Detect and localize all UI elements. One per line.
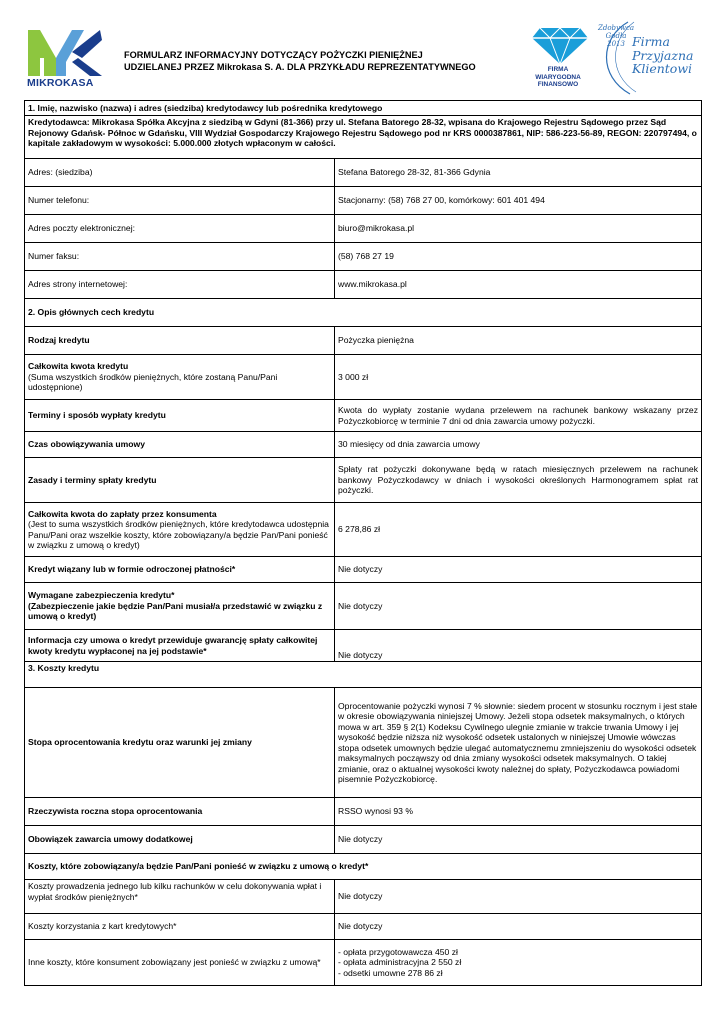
- document-header: [0, 0, 724, 100]
- email-value: biuro@mikrokasa.pl: [335, 215, 702, 243]
- rate-row: [25, 688, 702, 798]
- loan-type-label: Rodzaj kredytu: [25, 327, 335, 355]
- rrso-row: [25, 798, 702, 826]
- deferred-row: [25, 557, 702, 583]
- total-amount-cell: [25, 355, 335, 400]
- section-1-heading: 1. Imię, nazwisko (nazwa) i adres (siedziba) kredytodawcy lub pośrednika kredytowego: [25, 101, 702, 116]
- award-small-text: [598, 24, 634, 48]
- accounts-cost-row: [25, 880, 702, 914]
- badge-text: [528, 66, 588, 89]
- phone-label: Numer telefonu:: [25, 187, 335, 215]
- collateral-label: Wymagane zabezpieczenia kredytu*: [28, 590, 175, 601]
- other-costs-row: [25, 940, 702, 986]
- collateral-note: (Zabezpieczenie jakie będzie Pan/Pani musiał/a przedstawić w związku z umową o kredyt): [28, 600, 323, 622]
- rrso-label: Rzeczywista roczna stopa oprocentowania: [25, 798, 335, 826]
- loan-type-value: Pożyczka pieniężna: [335, 327, 702, 355]
- fax-value: (58) 768 27 19: [335, 243, 702, 271]
- collateral-row: [25, 583, 702, 630]
- address-label: Adres: (siedziba): [25, 159, 335, 187]
- section-2-heading-row: [25, 299, 702, 327]
- total-amount-row: [25, 355, 702, 400]
- total-to-pay-note: (Jest to suma wszystkich środków pieniężnych, które kredytodawca udostępnia Panu/Pani oraz wszelkie koszty, które zobowiązany/a będzie Pan/Pani ponieść w związku z umową o kredyt): [28, 519, 329, 550]
- total-amount-label: Całkowita kwota kredytu: [28, 361, 129, 372]
- award-big-line-2: Przyjazna: [632, 47, 694, 63]
- accounts-cost-value: Nie dotyczy: [335, 880, 702, 914]
- deferred-value: Nie dotyczy: [335, 557, 702, 583]
- insurance-value: Nie dotyczy: [335, 826, 702, 854]
- insurance-label: Obowiązek zawarcia umowy dodatkowej: [25, 826, 335, 854]
- deferred-label: Kredyt wiązany lub w formie odroczonej płatności*: [25, 557, 335, 583]
- fax-row: [25, 243, 702, 271]
- email-label: Adres poczty elektronicznej:: [25, 215, 335, 243]
- other-cost-line-3: - odsetki umowne 278 86 zł: [338, 967, 443, 978]
- loan-type-row: [25, 327, 702, 355]
- payout-value: Kwota do wypłaty zostanie wydana przelewem na rachunek bankowy wskazany przez Pożyczkobiorcę w terminie 7 dni od dnia zawarcia umowy pożyczki.: [335, 400, 702, 432]
- rate-value: Oprocentowanie pożyczki wynosi 7 % słownie: siedem procent w stosunku rocznym i jest stałe w okresie obowiązywania niniejszej Umowy. Jeżeli stopa odsetek maksymalnych, o których mowa w art. 359 § 2(1) Kodeksu Cywilnego ulegnie zmianie w trakcie trwania Umowy i jej wysokość będzie niższa niż wysokość odsetek ustalonych w niniejszej Umowie wówczas stopa odsetek umownych będzie ulegać automatycznemu zmniejszeniu do wysokości odsetek maksymalnych począwszy od dnia zmiany wysokości odsetek maksymalnych. O takiej zmianie, oraz o aktualnej wysokości kwoty należnej do spłaty, Pożyczkodawca powiadomi pisemnie Pożyczkobiorcę.: [335, 688, 702, 798]
- award-big-line-1: Firma: [632, 34, 670, 49]
- award-small-line-2: Godła: [605, 32, 627, 40]
- badge-line-2: WIARYGODNA: [535, 73, 581, 81]
- guarantee-row: [25, 630, 702, 662]
- costs-heading: Koszty, które zobowiązany/a będzie Pan/Pani ponieść w związku z umową o kredyt*: [25, 854, 702, 880]
- email-row: [25, 215, 702, 243]
- total-to-pay-row: [25, 503, 702, 557]
- payout-row: [25, 400, 702, 432]
- cards-cost-label: Koszty korzystania z kart kredytowych*: [25, 914, 335, 940]
- other-cost-line-2: - opłata administracyjna 2 550 zł: [338, 957, 462, 968]
- total-amount-note: (Suma wszystkich środków pieniężnych, które zostaną Panu/Pani udostępnione): [28, 371, 278, 393]
- fax-label: Numer faksu:: [25, 243, 335, 271]
- phone-row: [25, 187, 702, 215]
- cards-cost-value: Nie dotyczy: [335, 914, 702, 940]
- costs-heading-row: [25, 854, 702, 880]
- section-1-heading-row: [25, 101, 702, 116]
- award-small-line-1: Zdobywca: [598, 24, 635, 32]
- address-row: [25, 159, 702, 187]
- award-big-text: [632, 35, 693, 76]
- title-line-1: FORMULARZ INFORMACYJNY DOTYCZĄCY POŻYCZKI PIENIĘŻNEJ: [124, 50, 423, 60]
- section-2-heading: 2. Opis głównych cech kredytu: [25, 299, 702, 327]
- duration-value: 30 miesięcy od dnia zawarcia umowy: [335, 432, 702, 458]
- cards-cost-row: [25, 914, 702, 940]
- badge-line-1: FIRMA: [547, 66, 569, 73]
- logo-text: MIKROKASA: [27, 77, 94, 89]
- section-3-heading-row: [25, 662, 702, 688]
- other-cost-line-1: - opłata przygotowawcza 450 zł: [338, 946, 458, 957]
- payout-label: Terminy i sposób wypłaty kredytu: [25, 400, 335, 432]
- website-row: [25, 271, 702, 299]
- lender-details: Kredytodawca: Mikrokasa Spółka Akcyjna z siedzibą w Gdyni (81-366) przy ul. Stefana Batorego 28-32, wpisana do Krajowego Rejestru Sądowego przez Sąd Rejonowy Gdańsk- Północ w Gdańsku, VIII Wydział Gospodarczy Krajowego Rejestru Sądowego pod nr KRS 0000387861, NIP: 586-223-56-89, REGON: 220797494, o kapitale zakładowym w wysokości: 5.000.000 złotych wpłaconym w całości.: [25, 116, 702, 159]
- information-form-table: [24, 100, 702, 986]
- badge-line-3: FINANSOWO: [537, 81, 579, 88]
- total-to-pay-value: 6 278,86 zł: [335, 503, 702, 557]
- title-line-2: UDZIELANEJ PRZEZ Mikrokasa S. A. DLA PRZYKŁADU REPREZENTATYWNEGO: [124, 62, 476, 72]
- award-big-line-3: Klientowi: [632, 61, 693, 76]
- collateral-value: Nie dotyczy: [335, 583, 702, 630]
- accounts-cost-label: Koszty prowadzenia jednego lub kilku rachunków w celu dokonywania wpłat i wypłat środków pieniężnych*: [25, 880, 335, 914]
- repayment-row: [25, 458, 702, 503]
- collateral-cell: [25, 583, 335, 630]
- website-label: Adres strony internetowej:: [25, 271, 335, 299]
- total-to-pay-label: Całkowita kwota do zapłaty przez konsumenta: [28, 508, 217, 519]
- section-3-heading: 3. Koszty kredytu: [25, 662, 702, 688]
- duration-label: Czas obowiązywania umowy: [25, 432, 335, 458]
- address-value: Stefana Batorego 28-32, 81-366 Gdynia: [335, 159, 702, 187]
- guarantee-value: Nie dotyczy: [335, 630, 702, 662]
- guarantee-label: Informacja czy umowa o kredyt przewiduje gwarancję spłaty całkowitej kwoty kredytu wypłaconej na jej podstawie*: [25, 630, 335, 662]
- repayment-label: Zasady i terminy spłaty kredytu: [25, 458, 335, 503]
- page-title: [124, 49, 476, 73]
- other-costs-value: [335, 940, 702, 986]
- other-costs-label: Inne koszty, które konsument zobowiązany jest ponieść w związku z umową*: [25, 940, 335, 986]
- website-value: www.mikrokasa.pl: [335, 271, 702, 299]
- insurance-row: [25, 826, 702, 854]
- award-small-line-3: 2013: [607, 40, 625, 48]
- rate-label: Stopa oprocentowania kredytu oraz warunki jej zmiany: [25, 688, 335, 798]
- phone-value: Stacjonarny: (58) 768 27 00, komórkowy: 601 401 494: [335, 187, 702, 215]
- repayment-value: Spłaty rat pożyczki dokonywane będą w ratach miesięcznych przelewem na rachunek bankowy Pożyczkodawcy w dniach i wysokości określonych Harmonogramem spłat rat pożyczki.: [335, 458, 702, 503]
- duration-row: [25, 432, 702, 458]
- rrso-value: RSSO wynosi 93 %: [335, 798, 702, 826]
- lender-row: [25, 116, 702, 159]
- total-to-pay-cell: [25, 503, 335, 557]
- total-amount-value: 3 000 zł: [335, 355, 702, 400]
